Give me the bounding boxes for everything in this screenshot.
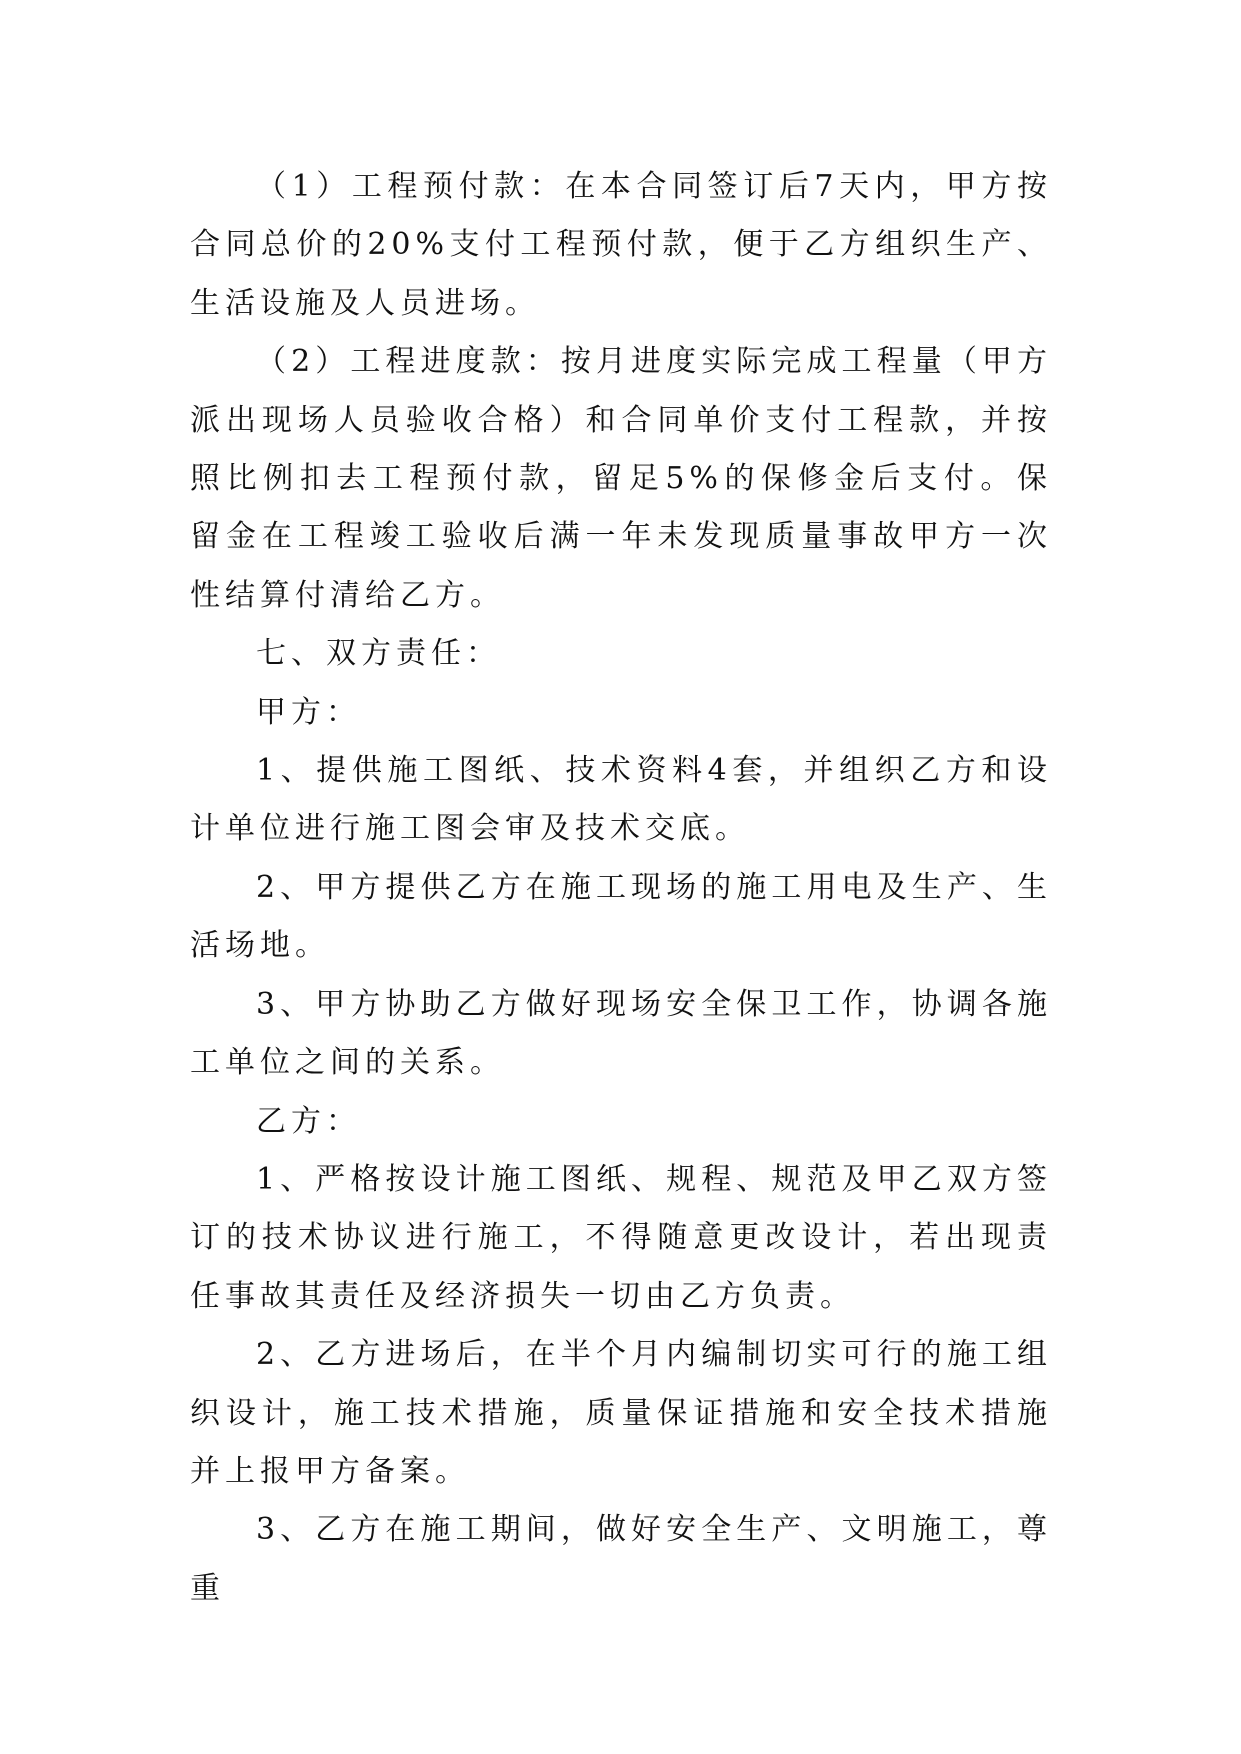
party-a-item-3: 3、甲方协助乙方做好现场安全保卫工作，协调各施工单位之间的关系。 [190,986,1052,1081]
party-b-item-1: 1、严格按设计施工图纸、规程、规范及甲乙双方签订的技术协议进行施工，不得随意更改设计，若出现责任事故其责任及经济损失一切由乙方负责。 [190,1161,1052,1314]
section-heading-responsibilities: 七、双方责任： [256,636,501,672]
subheading-party-b: 乙方： [256,1103,361,1139]
party-a-item-2: 2、甲方提供乙方在施工现场的施工用电及生产、生活场地。 [190,869,1052,964]
paragraph-advance-payment: （1）工程预付款：在本合同签订后7天内，甲方按合同总价的20%支付工程预付款，便于乙方组织生产、生活设施及人员进场。 [190,169,1052,321]
paragraph-progress-payment: （2）工程进度款：按月进度实际完成工程量（甲方派出现场人员验收合格）和合同单价支付工程款，并按照比例扣去工程预付款，留足5%的保修金后支付。保留金在工程竣工验收后满一年未发现质量事故甲方一次性结算付清给乙方。 [190,344,1052,613]
party-b-item-3: 3、乙方在施工期间，做好安全生产、文明施工，尊重 [190,1512,1052,1606]
subheading-party-a: 甲方： [256,694,361,730]
document-body [190,158,1052,1618]
party-a-item-1: 1、提供施工图纸、技术资料4套，并组织乙方和设计单位进行施工图会审及技术交底。 [190,753,1052,847]
party-b-item-2: 2、乙方进场后，在半个月内编制切实可行的施工组织设计，施工技术措施，质量保证措施和安全技术措施并上报甲方备案。 [190,1337,1052,1489]
